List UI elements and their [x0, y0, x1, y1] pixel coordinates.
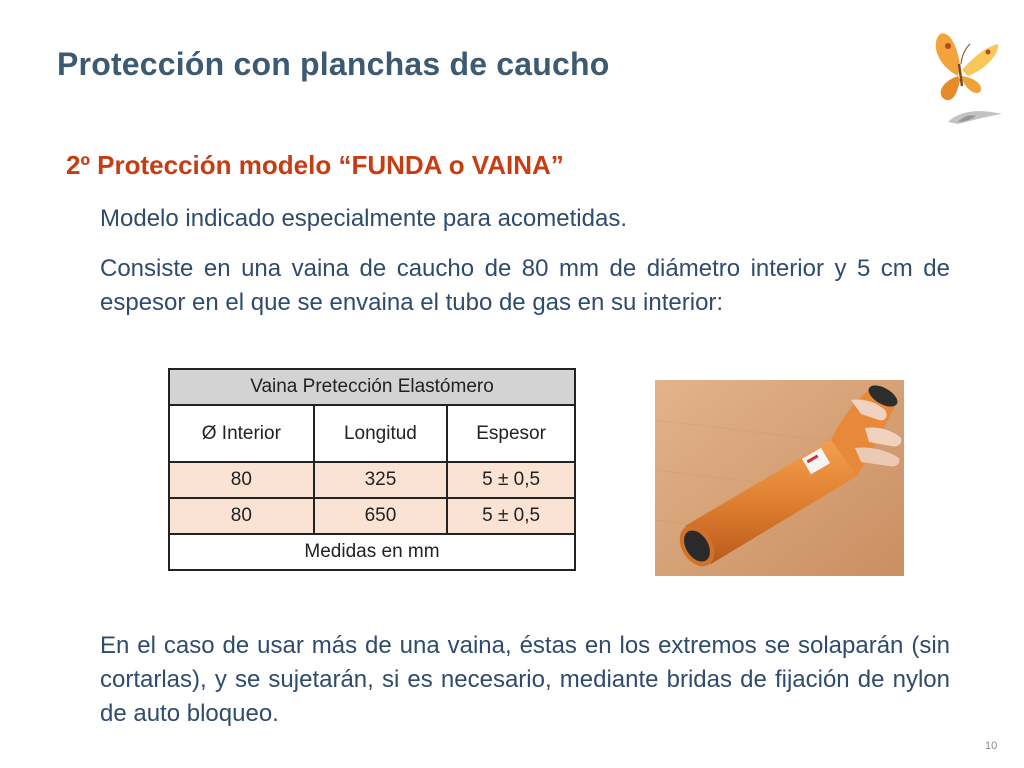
table-cell: 325	[314, 462, 447, 498]
paragraph-intro: Modelo indicado especialmente para acometidas.	[100, 205, 627, 232]
table-row	[169, 462, 575, 498]
rubber-sleeve-photo	[655, 380, 904, 576]
section-subtitle: 2º Protección modelo “FUNDA o VAINA”	[66, 150, 564, 180]
butterfly-icon	[936, 33, 999, 100]
column-header-diameter: Ø Interior	[169, 405, 314, 462]
spec-table	[168, 368, 576, 571]
table-footer-row	[169, 534, 575, 570]
butterfly-shadow-icon	[948, 111, 1002, 124]
column-header-thickness: Espesor	[447, 405, 575, 462]
table-cell: 80	[169, 462, 314, 498]
table-caption-row	[169, 369, 575, 405]
table-header-row	[169, 405, 575, 462]
paragraph-overlap-instructions: En el caso de usar más de una vaina, éstas en los extremos se solaparán (sin cortarlas), y se sujetarán, si es necesario, mediante bridas de fijación de nylon de auto bloqueo.	[100, 632, 950, 727]
column-header-length: Longitud	[314, 405, 447, 462]
table-cell: 5 ± 0,5	[447, 462, 575, 498]
butterfly-logo	[918, 26, 1008, 136]
slide-title: Protección con planchas de caucho	[57, 46, 610, 82]
table-cell: 80	[169, 498, 314, 534]
page-number: 10	[985, 740, 998, 752]
table-footer: Medidas en mm	[169, 534, 575, 570]
paragraph-description: Consiste en una vaina de caucho de 80 mm de diámetro interior y 5 cm de espesor en el que se envaina el tubo de gas en su interior:	[100, 255, 950, 316]
table-caption: Vaina Pretección Elastómero	[169, 369, 575, 405]
table-cell: 5 ± 0,5	[447, 498, 575, 534]
table-cell: 650	[314, 498, 447, 534]
table-row	[169, 498, 575, 534]
